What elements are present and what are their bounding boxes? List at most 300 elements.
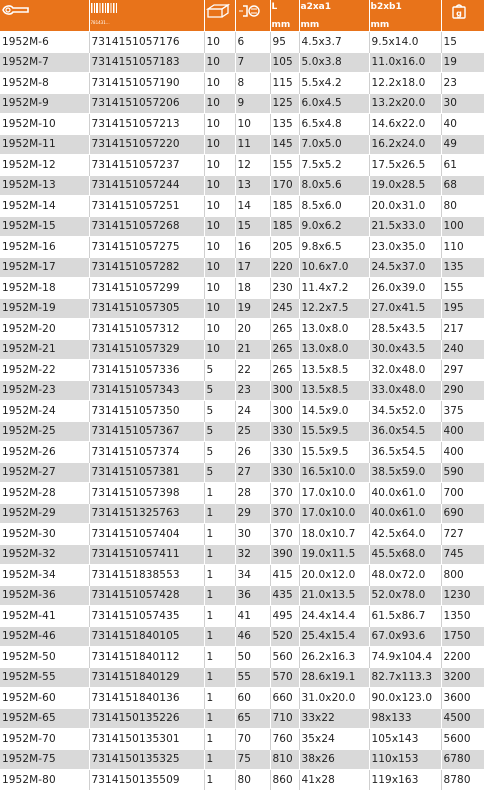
b-dim-cell: 74.9x104.4 [369,647,441,668]
a-dim-cell: 13.5x8.5 [299,360,369,381]
weight-cell: 110 [441,237,484,258]
header-a-label: a2xa1 [300,2,331,12]
pack-qty-cell: 10 [204,175,235,196]
b-dim-cell: 11.0x16.0 [369,52,441,73]
col-header-ean [89,0,204,32]
ean-cell: 7314151057350 [89,401,204,422]
table-row [0,196,484,217]
ean-cell: 7314151057275 [89,237,204,258]
a-dim-cell: 35x24 [299,729,369,750]
length-cell: 370 [270,524,299,545]
size-cell: 6 [235,32,270,53]
ean-cell: 7314151057213 [89,114,204,135]
b-dim-cell: 14.6x22.0 [369,114,441,135]
header-length-label: L [271,2,278,12]
article-cell: 1952M-30 [0,524,89,545]
pack-qty-cell: 10 [204,134,235,155]
table-row [0,175,484,196]
a-dim-cell: 5.5x4.2 [299,73,369,94]
pack-qty-cell: 5 [204,442,235,463]
length-cell: 710 [270,708,299,729]
a-dim-cell: 6.5x4.8 [299,114,369,135]
pack-qty-cell: 10 [204,73,235,94]
pack-qty-cell: 1 [204,647,235,668]
weight-cell: 1750 [441,626,484,647]
pack-qty-cell: 5 [204,421,235,442]
pack-qty-cell: 5 [204,462,235,483]
article-cell: 1952M-15 [0,216,89,237]
table-row [0,647,484,668]
ean-cell: 7314151057374 [89,442,204,463]
size-cell: 17 [235,257,270,278]
size-cell: 30 [235,524,270,545]
ean-cell: 7314151057268 [89,216,204,237]
ean-cell: 7314151325763 [89,503,204,524]
size-cell: 25 [235,421,270,442]
weight-cell: 217 [441,319,484,340]
ean-cell: 7314150135226 [89,708,204,729]
weight-cell: 135 [441,257,484,278]
a-dim-cell: 4.5x3.7 [299,32,369,53]
pack-qty-cell: 1 [204,503,235,524]
a-dim-cell: 21.0x13.5 [299,585,369,606]
size-cell: 80 [235,770,270,790]
ean-cell: 7314151057206 [89,93,204,114]
length-cell: 300 [270,401,299,422]
ean-cell: 7314151057299 [89,278,204,299]
b-dim-cell: 17.5x26.5 [369,155,441,176]
table-row [0,442,484,463]
article-cell: 1952M-60 [0,688,89,709]
length-cell: 370 [270,503,299,524]
length-cell: 760 [270,729,299,750]
weight-cell: 30 [441,93,484,114]
weight-cell: 155 [441,278,484,299]
weight-cell: 5600 [441,729,484,750]
size-cell: 23 [235,380,270,401]
weight-cell: 80 [441,196,484,217]
b-dim-cell: 33.0x48.0 [369,380,441,401]
a-dim-cell: 8.5x6.0 [299,196,369,217]
table-row [0,565,484,586]
pack-qty-cell: 1 [204,749,235,770]
a-dim-cell: 12.2x7.5 [299,298,369,319]
article-cell: 1952M-41 [0,606,89,627]
table-row [0,73,484,94]
size-cell: 36 [235,585,270,606]
article-cell: 1952M-18 [0,278,89,299]
weight-cell: 6780 [441,749,484,770]
article-cell: 1952M-36 [0,585,89,606]
length-cell: 560 [270,647,299,668]
length-cell: 330 [270,442,299,463]
b-dim-cell: 32.0x48.0 [369,360,441,381]
weight-cell: 195 [441,298,484,319]
b-dim-cell: 98x133 [369,708,441,729]
article-cell: 1952M-16 [0,237,89,258]
table-row [0,524,484,545]
a-dim-cell: 13.0x8.0 [299,319,369,340]
a-dim-cell: 25.4x15.4 [299,626,369,647]
b-dim-cell: 27.0x41.5 [369,298,441,319]
length-cell: 265 [270,360,299,381]
b-dim-cell: 12.2x18.0 [369,73,441,94]
weight-cell: 68 [441,175,484,196]
col-header-article [0,0,89,32]
b-dim-cell: 9.5x14.0 [369,32,441,53]
ean-cell: 7314151057343 [89,380,204,401]
table-row [0,360,484,381]
article-cell: 1952M-10 [0,114,89,135]
size-cell: 13 [235,175,270,196]
article-cell: 1952M-11 [0,134,89,155]
article-cell: 1952M-20 [0,319,89,340]
table-row [0,339,484,360]
pack-qty-cell: 1 [204,565,235,586]
ean-cell: 7314151840136 [89,688,204,709]
article-cell: 1952M-75 [0,749,89,770]
b-dim-cell: 16.2x24.0 [369,134,441,155]
pack-qty-cell: 10 [204,237,235,258]
pack-qty-cell: 10 [204,196,235,217]
article-cell: 1952M-46 [0,626,89,647]
wrench-icon [1,3,31,17]
table-row [0,626,484,647]
weight-cell: 4500 [441,708,484,729]
a-dim-cell: 15.5x9.5 [299,421,369,442]
weight-cell: 745 [441,544,484,565]
table-row [0,216,484,237]
ean-cell: 7314151057404 [89,524,204,545]
length-cell: 115 [270,73,299,94]
barcode-digits: 781431... [90,20,110,25]
ean-cell: 7314151840112 [89,647,204,668]
table-row [0,749,484,770]
ean-cell: 7314151057381 [89,462,204,483]
article-cell: 1952M-19 [0,298,89,319]
article-cell: 1952M-29 [0,503,89,524]
weight-cell: 590 [441,462,484,483]
a-dim-cell: 9.0x6.2 [299,216,369,237]
size-cell: 26 [235,442,270,463]
size-cell: 41 [235,606,270,627]
ean-cell: 7314151840129 [89,667,204,688]
b-dim-cell: 40.0x61.0 [369,483,441,504]
size-cell: 16 [235,237,270,258]
length-cell: 265 [270,339,299,360]
length-cell: 155 [270,155,299,176]
b-dim-cell: 90.0x123.0 [369,688,441,709]
weight-cell: 727 [441,524,484,545]
table-row [0,32,484,53]
b-dim-cell: 19.0x28.5 [369,175,441,196]
weight-cell: 375 [441,401,484,422]
a-dim-cell: 16.5x10.0 [299,462,369,483]
pack-qty-cell: 10 [204,257,235,278]
pack-qty-cell: 10 [204,216,235,237]
ean-cell: 7314150135325 [89,749,204,770]
weight-cell: 290 [441,380,484,401]
length-cell: 125 [270,93,299,114]
weight-cell: 19 [441,52,484,73]
table-row [0,606,484,627]
table-row [0,483,484,504]
size-cell: 55 [235,667,270,688]
a-dim-cell: 9.8x6.5 [299,237,369,258]
a-dim-cell: 20.0x12.0 [299,565,369,586]
size-cell: 20 [235,319,270,340]
b-dim-cell: 119x163 [369,770,441,790]
pack-qty-cell: 1 [204,729,235,750]
barcode-icon [91,3,119,17]
header-b-label: b2xb1 [370,2,402,12]
b-dim-cell: 48.0x72.0 [369,565,441,586]
table-header-row [0,0,484,32]
b-dim-cell: 67.0x93.6 [369,626,441,647]
article-cell: 1952M-14 [0,196,89,217]
length-cell: 520 [270,626,299,647]
article-cell: 1952M-24 [0,401,89,422]
col-header-length [270,0,299,32]
jaw-icon [237,3,265,19]
pack-qty-cell: 10 [204,155,235,176]
size-cell: 10 [235,114,270,135]
article-cell: 1952M-28 [0,483,89,504]
weight-cell: 297 [441,360,484,381]
table-row [0,544,484,565]
pack-qty-cell: 1 [204,770,235,790]
b-dim-cell: 26.0x39.0 [369,278,441,299]
pack-qty-cell: 10 [204,93,235,114]
header-length-unit: mm [271,20,291,30]
b-dim-cell: 105x143 [369,729,441,750]
weight-cell: 23 [441,73,484,94]
pack-qty-cell: 1 [204,524,235,545]
article-cell: 1952M-23 [0,380,89,401]
length-cell: 265 [270,319,299,340]
article-cell: 1952M-9 [0,93,89,114]
table-row [0,93,484,114]
a-dim-cell: 33x22 [299,708,369,729]
weight-cell: 1230 [441,585,484,606]
a-dim-cell: 31.0x20.0 [299,688,369,709]
weight-cell: 15 [441,32,484,53]
pack-qty-cell: 1 [204,626,235,647]
a-dim-cell: 41x28 [299,770,369,790]
a-dim-cell: 17.0x10.0 [299,503,369,524]
pack-qty-cell: 1 [204,688,235,709]
a-dim-cell: 14.5x9.0 [299,401,369,422]
length-cell: 95 [270,32,299,53]
svg-text:g: g [455,9,462,18]
ean-cell: 7314151057183 [89,52,204,73]
b-dim-cell: 28.5x43.5 [369,319,441,340]
weight-cell: 3200 [441,667,484,688]
weight-cell: 240 [441,339,484,360]
length-cell: 300 [270,380,299,401]
ean-cell: 7314150135509 [89,770,204,790]
pack-qty-cell: 10 [204,52,235,73]
b-dim-cell: 24.5x37.0 [369,257,441,278]
a-dim-cell: 6.0x4.5 [299,93,369,114]
a-dim-cell: 17.0x10.0 [299,483,369,504]
b-dim-cell: 61.5x86.7 [369,606,441,627]
weight-icon [451,3,467,19]
b-dim-cell: 82.7x113.3 [369,667,441,688]
table-row [0,134,484,155]
article-cell: 1952M-55 [0,667,89,688]
length-cell: 860 [270,770,299,790]
article-cell: 1952M-12 [0,155,89,176]
pack-qty-cell: 1 [204,483,235,504]
ean-cell: 7314151057190 [89,73,204,94]
size-cell: 75 [235,749,270,770]
pack-qty-cell: 5 [204,401,235,422]
b-dim-cell: 34.5x52.0 [369,401,441,422]
length-cell: 810 [270,749,299,770]
article-cell: 1952M-25 [0,421,89,442]
weight-cell: 1350 [441,606,484,627]
ean-cell: 7314151057411 [89,544,204,565]
length-cell: 220 [270,257,299,278]
length-cell: 330 [270,421,299,442]
length-cell: 245 [270,298,299,319]
article-cell: 1952M-22 [0,360,89,381]
length-cell: 205 [270,237,299,258]
size-cell: 19 [235,298,270,319]
pack-qty-cell: 1 [204,667,235,688]
length-cell: 435 [270,585,299,606]
b-dim-cell: 52.0x78.0 [369,585,441,606]
article-cell: 1952M-65 [0,708,89,729]
table-row [0,462,484,483]
size-cell: 65 [235,708,270,729]
a-dim-cell: 5.0x3.8 [299,52,369,73]
a-dim-cell: 19.0x11.5 [299,544,369,565]
length-cell: 660 [270,688,299,709]
table-row [0,278,484,299]
col-header-size [235,0,270,32]
size-cell: 12 [235,155,270,176]
table-row [0,401,484,422]
length-cell: 390 [270,544,299,565]
a-dim-cell: 13.5x8.5 [299,380,369,401]
ean-cell: 7314151840105 [89,626,204,647]
table-row [0,155,484,176]
b-dim-cell: 36.5x54.5 [369,442,441,463]
weight-cell: 400 [441,421,484,442]
weight-cell: 40 [441,114,484,135]
table-row [0,237,484,258]
header-a-unit: mm [300,20,320,30]
size-cell: 8 [235,73,270,94]
length-cell: 135 [270,114,299,135]
pack-qty-cell: 5 [204,360,235,381]
table-row [0,708,484,729]
weight-cell: 3600 [441,688,484,709]
length-cell: 370 [270,483,299,504]
length-cell: 105 [270,52,299,73]
length-cell: 330 [270,462,299,483]
article-cell: 1952M-27 [0,462,89,483]
a-dim-cell: 26.2x16.3 [299,647,369,668]
size-cell: 70 [235,729,270,750]
box-icon [206,3,230,19]
b-dim-cell: 13.2x20.0 [369,93,441,114]
length-cell: 145 [270,134,299,155]
table-row [0,298,484,319]
article-cell: 1952M-26 [0,442,89,463]
a-dim-cell: 13.0x8.0 [299,339,369,360]
a-dim-cell: 15.5x9.5 [299,442,369,463]
length-cell: 170 [270,175,299,196]
size-cell: 22 [235,360,270,381]
col-header-pack [204,0,235,32]
ean-cell: 7314151057282 [89,257,204,278]
article-cell: 1952M-17 [0,257,89,278]
length-cell: 415 [270,565,299,586]
article-cell: 1952M-7 [0,52,89,73]
ean-cell: 7314151057305 [89,298,204,319]
col-header-weight [441,0,484,32]
pack-qty-cell: 10 [204,298,235,319]
weight-cell: 800 [441,565,484,586]
pack-qty-cell: 10 [204,319,235,340]
a-dim-cell: 18.0x10.7 [299,524,369,545]
pack-qty-cell: 1 [204,585,235,606]
ean-cell: 7314151838553 [89,565,204,586]
size-cell: 11 [235,134,270,155]
b-dim-cell: 45.5x68.0 [369,544,441,565]
pack-qty-cell: 1 [204,708,235,729]
size-cell: 24 [235,401,270,422]
ean-cell: 7314151057244 [89,175,204,196]
b-dim-cell: 20.0x31.0 [369,196,441,217]
a-dim-cell: 28.6x19.1 [299,667,369,688]
table-row [0,729,484,750]
weight-cell: 100 [441,216,484,237]
pack-qty-cell: 10 [204,339,235,360]
a-dim-cell: 11.4x7.2 [299,278,369,299]
b-dim-cell: 40.0x61.0 [369,503,441,524]
article-cell: 1952M-6 [0,32,89,53]
weight-cell: 61 [441,155,484,176]
ean-cell: 7314151057312 [89,319,204,340]
table-row [0,257,484,278]
ean-cell: 7314151057237 [89,155,204,176]
b-dim-cell: 36.0x54.5 [369,421,441,442]
pack-qty-cell: 5 [204,380,235,401]
table-body [0,32,484,790]
article-cell: 1952M-13 [0,175,89,196]
ean-cell: 7314151057435 [89,606,204,627]
b-dim-cell: 23.0x35.0 [369,237,441,258]
b-dim-cell: 38.5x59.0 [369,462,441,483]
a-dim-cell: 7.0x5.0 [299,134,369,155]
size-cell: 32 [235,544,270,565]
table-row [0,585,484,606]
ean-cell: 7314151057329 [89,339,204,360]
pack-qty-cell: 10 [204,114,235,135]
article-cell: 1952M-80 [0,770,89,790]
b-dim-cell: 110x153 [369,749,441,770]
weight-cell: 8780 [441,770,484,790]
size-cell: 29 [235,503,270,524]
ean-cell: 7314151057220 [89,134,204,155]
table-row [0,503,484,524]
table-row [0,667,484,688]
table-row [0,770,484,790]
